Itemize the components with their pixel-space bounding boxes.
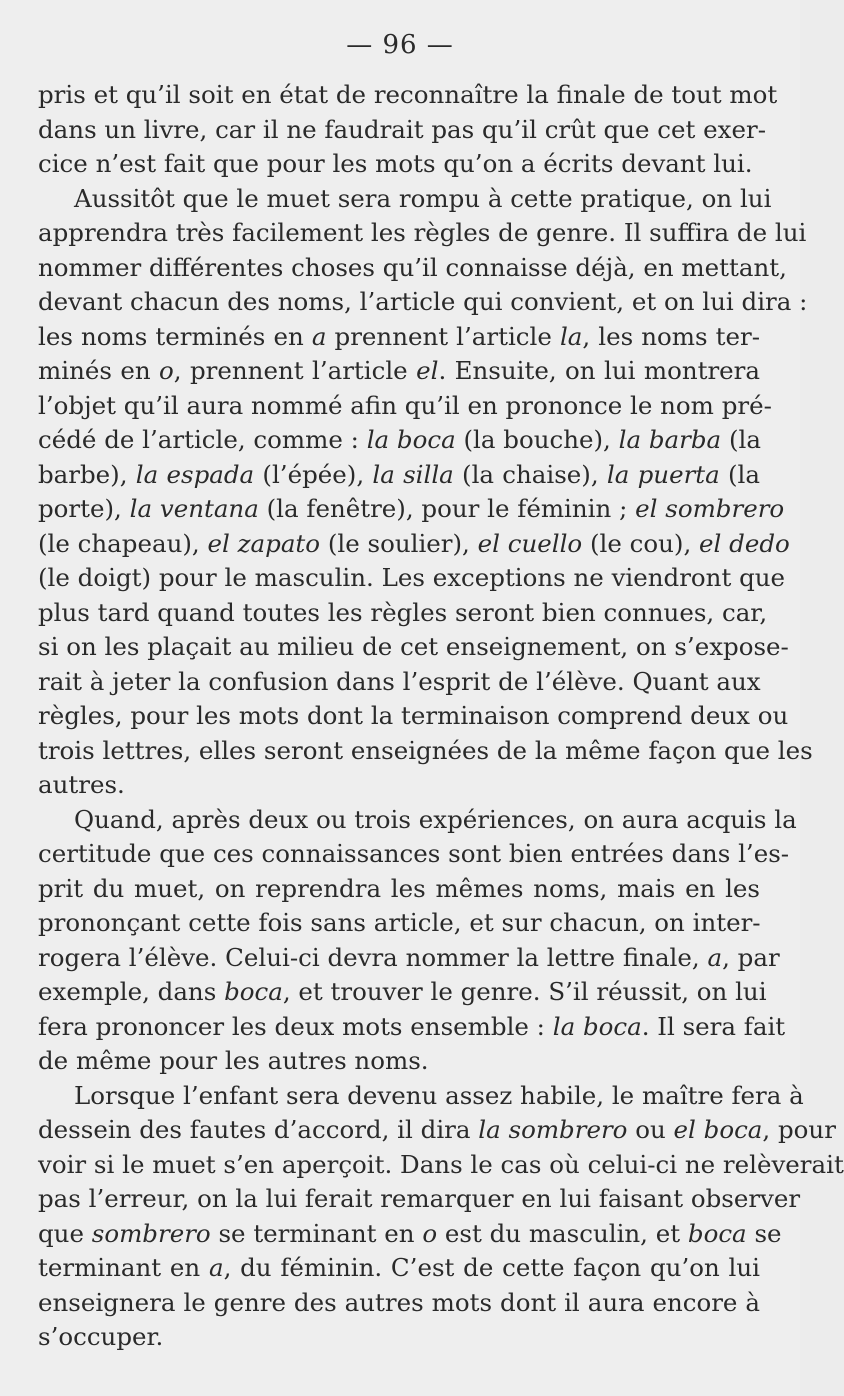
italic-text-segment: boca [687,1218,747,1248]
text-segment: , prennent l’article [173,356,417,385]
text-segment: , par [722,942,780,972]
text-segment: , et trouver le genre. S’il réussit, on lui [282,977,767,1006]
text-line [38,1079,804,1114]
text-line [38,1182,801,1217]
text-segment: (l’épée), [254,459,373,489]
text-segment: cice n’est fait que pour les mots qu’on a écrits devant lui. [38,149,753,178]
text-line [38,78,778,113]
text-line [38,768,760,803]
text-segment: est du masculin, et [437,1218,688,1248]
text-line [38,561,786,596]
text-line [38,1217,782,1252]
text-segment: (la fenêtre), pour le féminin ; [258,494,636,523]
italic-text-segment: la [559,321,583,351]
text-segment: (la [719,459,760,489]
text-line [38,665,760,700]
text-line [38,1113,836,1148]
text-segment: (le chapeau), [38,528,208,558]
text-segment: (le doigt) pour le masculin. Les exceptions ne viendront que [38,563,786,592]
text-segment: l’objet qu’il aura nommé afin qu’il en prononce le nom pré- [38,390,772,420]
text-segment: si on les plaçait au milieu de cet enseignement, on s’expose- [38,632,789,661]
text-segment: dessein des fautes d’accord, il dira [38,1115,479,1144]
italic-text-segment: la silla [372,459,454,489]
text-segment: cédé de l’article, comme : [38,425,367,454]
text-line [38,1044,760,1079]
text-segment: , du féminin. C’est de cette façon qu’on lui [223,1253,760,1282]
text-segment: les noms terminés en [38,321,312,351]
text-line [38,630,789,665]
italic-text-segment: el cuello [477,528,583,558]
text-segment: ou [627,1115,674,1144]
italic-text-segment: a [707,942,723,972]
text-segment: exemple, dans [38,977,225,1006]
text-line [38,1320,760,1355]
text-segment: s’occuper. [38,1322,164,1351]
text-line [38,113,766,148]
text-segment: . Ensuite, on lui montrera [438,356,760,385]
text-line [38,906,760,941]
text-segment: minés en [38,356,160,385]
text-line [38,285,808,320]
text-segment: certitude que ces connaissances sont bien entrées dans l’es- [38,839,790,868]
text-line [38,251,787,286]
text-segment: trois lettres, elles seront enseignées de la même façon que les [38,735,813,765]
text-line [38,596,768,631]
text-segment: Aussitôt que le muet sera rompu à cette pratique, on lui [74,183,772,213]
text-segment: prennent l’article [326,321,560,351]
text-line [38,699,789,734]
text-segment: enseignera le genre des autres mots dont il aura encore à [38,1287,760,1317]
text-segment: devant chacun des noms, l’article qui convient, et on lui dira : [38,287,808,316]
italic-text-segment: el boca [673,1115,763,1144]
text-line [38,320,760,355]
text-line [38,941,780,976]
text-segment: . Il sera fait [641,1011,786,1041]
text-segment: (le cou), [582,528,700,558]
italic-text-segment: boca [224,977,283,1006]
text-line [38,734,813,769]
text-segment: voir si le muet s’en aperçoit. Dans le cas où celui-ci ne relèverait [38,1149,844,1179]
text-segment: rait à jeter la confusion dans l’esprit de l’élève. Quant aux [38,666,761,696]
text-segment: (le soulier), [320,528,478,558]
page-number: — 96 — [346,30,454,60]
text-line [38,803,797,838]
text-segment: de même pour les autres noms. [38,1046,429,1075]
italic-text-segment: el zapato [207,528,321,558]
italic-text-segment: o [422,1218,438,1248]
italic-text-segment: la sombrero [478,1115,628,1144]
text-segment: dans un livre, car il ne faudrait pas qu’il crût que cet exer- [38,114,766,144]
italic-text-segment: sombrero [91,1218,211,1248]
text-segment: se [746,1218,782,1248]
text-line [38,389,772,424]
text-segment: terminant en [38,1253,209,1282]
italic-text-segment: a [208,1253,224,1282]
text-segment: prononçant cette fois sans article, et sur chacun, on inter- [38,908,761,937]
italic-text-segment: el dedo [699,528,790,558]
text-line [38,837,790,872]
text-segment: plus tard quand toutes les règles seront bien connues, car, [38,597,768,627]
italic-text-segment: la ventana [129,494,259,523]
text-segment: , pour [762,1115,836,1144]
text-segment: que [38,1218,92,1248]
text-segment: pas l’erreur, on la lui ferait remarquer en lui faisant observer [38,1184,801,1213]
text-line [38,872,760,907]
italic-text-segment: la barba [618,425,722,454]
text-line [38,216,807,251]
text-segment: rogera l’élève. Celui-ci devra nommer la lettre finale, [38,942,708,972]
text-segment: règles, pour les mots dont la terminaison comprend deux ou [38,701,789,730]
text-segment: prit du muet, on reprendra les mêmes noms, mais en les [38,873,760,903]
italic-text-segment: el [416,356,439,385]
text-line [38,182,772,217]
italic-text-segment: o [159,356,174,385]
text-segment: (la [721,425,761,454]
body-text [38,78,844,1355]
text-segment: nommer différentes choses qu’il connaisse déjà, en mettant, [38,252,787,282]
text-segment: se terminant en [210,1218,423,1248]
text-line [38,354,760,389]
italic-text-segment: el sombrero [635,494,785,523]
text-segment: (la chaise), [453,459,607,489]
text-segment: porte), [38,494,130,523]
italic-text-segment: la puerta [606,459,720,489]
italic-text-segment: la boca [552,1011,642,1041]
text-segment: Quand, après deux ou trois expériences, on aura acquis la [74,804,797,834]
text-line [38,423,760,458]
text-segment: barbe), [38,459,136,489]
text-line [38,527,790,562]
text-line [38,458,760,493]
text-segment: Lorsque l’enfant sera devenu assez habile, le maître fera à [74,1080,804,1110]
text-line [38,1010,786,1045]
italic-text-segment: la boca [366,425,456,454]
italic-text-segment: a [311,321,327,351]
italic-text-segment: la espada [135,459,255,489]
text-line [38,975,767,1010]
text-segment: apprendra très facilement les règles de genre. Il suffira de lui [38,218,807,247]
text-segment: pris et qu’il soit en état de reconnaître la finale de tout mot [38,80,778,109]
text-segment: (la bouche), [455,425,619,454]
text-segment: , les noms ter- [582,321,760,351]
text-line [38,492,785,527]
text-segment: fera prononcer les deux mots ensemble : [38,1011,553,1041]
text-line [38,1286,760,1321]
text-line [38,1148,844,1183]
text-line [38,147,760,182]
text-line [38,1251,760,1286]
text-segment: autres. [38,770,125,799]
